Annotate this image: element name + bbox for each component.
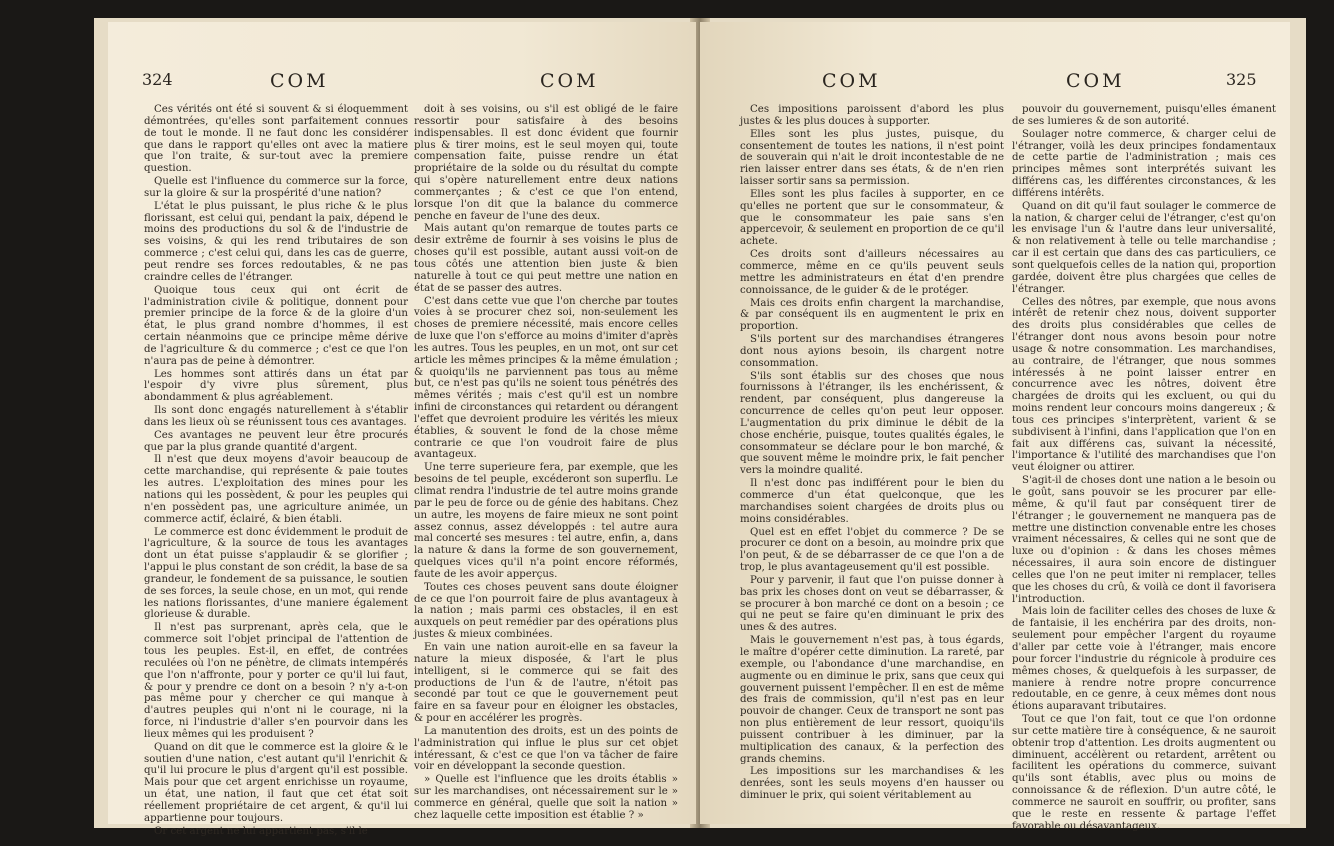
- paragraph: La manutention des droits, est un des points de l'administration qui influe le plus sur cet objet intéressant, & c'est ce que l'on va tâcher de faire voir en développant la seconde question.: [414, 725, 678, 773]
- paragraph: Les impositions sur les marchandises & les denrées, sont les seuls moyens d'en hausser ou diminuer le prix, qui soient véritablement au: [740, 766, 1004, 802]
- paragraph: Il n'est pas surprenant, après cela, que le commerce soit l'objet principal de l'attention de tous les peuples. Est-il, en effet, de contrées reculées où l'on ne pénètre, de climats intempérés que l'on n'affronte, pour y porter ce qu'il lui faut, & pour y prendre ce dont on a besoin ? n'y a-t-on pas même pour y chercher ce qui manque à d'autres peuples qui n'ont ni le courage, ni la force, ni l'industrie d'aller s'en pourvoir dans les lieux mêmes qui les produisent ?: [144, 622, 408, 740]
- right-column-2: [1012, 104, 1276, 832]
- paragraph: Il n'est que deux moyens d'avoir beaucoup de cette marchandise, qui représente & paie toutes les autres. L'exploitation des mines pour les nations qui les possèdent, & pour les peuples qui n'en possèdent pas, une agriculture animée, un commerce actif, éclairé, & bien établi.: [144, 454, 408, 525]
- paragraph: Le commerce est donc évidemment le produit de l'agriculture, & la source de tous les avantages dont un état puisse s'applaudir & se glorifier ; l'appui le plus constant de son crédit, la base de sa grandeur, le fondement de sa puissance, le soutien de ses forces, la seule chose, en un mot, qui rende les nations florissantes, d'une maniere également glorieuse & durable.: [144, 526, 408, 621]
- paragraph: Mais loin de faciliter celles des choses de luxe & de fantaisie, il les enchérira par des droits, non-seulement pour empêcher l'argent du royaume d'aller par cette voie à l'étranger, mais encore pour forcer l'industrie du régnicole à produire ces mêmes choses, & quelquefois à les surpasser, de maniere à rendre notre propre concurrence redoutable, en ce genre, à ceux mêmes dont nous étions auparavant tributaires.: [1012, 606, 1276, 713]
- paragraph: Celles des nôtres, par exemple, que nous avons intérêt de retenir chez nous, doivent supporter des droits plus considérables que celles de l'étranger dont nous avons besoin pour notre usage & notre consommation. Les marchandises, au contraire, de l'étranger, que nous sommes intéressés à ne point laisser entrer en concurrence avec les nôtres, doivent être chargées de droits qui les excluent, ou qui du moins rendent leur concours moins dangereux ; & tous ces principes s'interprètent, varient & se subdivisent à l'infini, dans l'application que l'on en fait aux différens cas, suivant la nécessité, l'importance & l'utilité des marchandises que l'on veut éloigner ou attirer.: [1012, 296, 1276, 474]
- right-running-head-1: COM: [822, 70, 881, 92]
- paragraph: doit à ses voisins, ou s'il est obligé de le faire ressortir pour satisfaire à des besoins indispensables. Il est donc évident que fournir plus & tirer moins, est le seul moyen qui, toute compensation faite, puisse rendre un état propriétaire de la solde ou du résultat du compte qui s'opère naturellement entre deux nations commerçantes ; & c'est ce que l'on entend, lorsque l'on dit que la balance du commerce penche en faveur de l'une des deux.: [414, 104, 678, 222]
- paragraph: Pour y parvenir, il faut que l'on puisse donner à bas prix les choses dont on veut se débarrasser, & se procurer à bon marché ce dont on a besoin ; ce qui ne peut se faire qu'en diminuant le prix des unes & des autres.: [740, 574, 1004, 634]
- paragraph: Une terre superieure fera, par exemple, que les besoins de tel peuple, excéderont son superflu. Le climat rendra l'industrie de tel autre moins grande par le peu de force ou de génie des habitans. Chez un autre, les moyens de faire mieux ne sont point assez connus, assez développés : tel autre aura mal concerté ses mesures : tel autre, enfin, a, dans la nature & dans la forme de son gouvernement, quelques vices qu'il n'a point encore réformés, faute de les avoir apperçus.: [414, 462, 678, 580]
- paragraph: Mais ces droits enfin chargent la marchandise, & par conséquent ils en augmentent le prix en proportion.: [740, 297, 1004, 333]
- paragraph: Quoique tous ceux qui ont écrit de l'administration civile & politique, donnent pour premier principe de la force & de la gloire d'un état, le plus grand nombre d'hommes, il est certain néanmoins que ce principe même dérive de l'agriculture & du commerce ; c'est ce que l'on n'aura pas de peine à démontrer.: [144, 284, 408, 367]
- paragraph: Elles sont les plus faciles à supporter, en ce qu'elles ne portent que sur le consommateur, & que le consommateur les paie sans s'en appercevoir, & seulement en proportion de ce qu'il achete.: [740, 188, 1004, 248]
- left-column-1: [144, 104, 408, 837]
- right-page: [700, 22, 1290, 832]
- right-running-head-2: COM: [1066, 70, 1125, 92]
- right-column-1: [740, 104, 1004, 802]
- paragraph: Quelle est l'influence du commerce sur la force, sur la gloire & sur la prospérité d'une nation?: [144, 176, 408, 199]
- left-column-2: [414, 104, 678, 822]
- paragraph: Quand on dit que le commerce est la gloire & le soutien d'une nation, c'est autant qu'il l'enrichit & qu'il lui procure le plus d'argent qu'il est possible. Mais pour que cet argent enrichisse un royaume, un état, une nation, il faut que cet état soit réellement propriétaire de cet argent, & qu'il lui appartienne pour toujours.: [144, 741, 408, 824]
- paragraph: Ces vérités ont été si souvent & si éloquemment démontrées, qu'elles sont parfaitement connues de tout le monde. Il ne faut donc les considérer que dans le rapport qu'elles ont avec la matiere que l'on traite, & sur-tout avec la premiere question.: [144, 104, 408, 175]
- paragraph: S'ils sont établis sur des choses que nous fournissons à l'étranger, ils les enchérissent, & rendent, par conséquent, plus dangereuse la concurrence de celles qu'on peut leur opposer. L'augmentation du prix diminue le débit de la chose enchérie, puisque, toutes qualités égales, le consommateur se déclare pour le bon marché, & que souvent même le moindre prix, le fait pencher vers la moindre qualité.: [740, 370, 1004, 477]
- paragraph: S'ils portent sur des marchandises étrangeres dont nous ayions besoin, ils chargent notre consommation.: [740, 334, 1004, 369]
- paragraph: Quand on dit qu'il faut soulager le commerce de la nation, & charger celui de l'étranger, c'est qu'on les envisage l'un & l'autre dans leur universalité, & non relativement à telle ou telle marchandise ; car il est certain que dans des cas particuliers, ce sont quelquefois celles de la nation qui, proportion gardée, doivent être plus chargées que celles de l'étranger.: [1012, 200, 1276, 295]
- paragraph: Ils sont donc engagés naturellement à s'établir dans les lieux où se réunissent tous ces avantages.: [144, 405, 408, 428]
- paragraph: Or cet argent ne lui appartient pas, s'il le: [154, 825, 368, 837]
- paragraph: Mais autant qu'on remarque de toutes parts ce desir extrême de fournir à ses voisins le plus de choses qu'il est possible, autant aussi voit-on de tous côtés une attention bien juste & bien naturelle à tout ce qui peut mettre une nation en état de se passer des autres.: [414, 223, 678, 294]
- paragraph: Toutes ces choses peuvent sans doute éloigner de ce que l'on pourroit faire de plus avantageux à la nation ; mais parmi ces obstacles, il en est auxquels on peut remédier par des opérations plus justes & mieux combinées.: [414, 581, 678, 641]
- left-running-head-2: COM: [540, 70, 599, 92]
- paragraph: Ces droits sont d'ailleurs nécessaires au commerce, même en ce qu'ils peuvent seuls mettre les administrateurs en état d'en prendre connoissance, de le guider & de le protéger.: [740, 249, 1004, 296]
- paragraph: C'est dans cette vue que l'on cherche par toutes voies à se procurer chez soi, non-seulement les choses de premiere nécessité, mais encore celles de luxe que l'on s'efforce au moins d'imiter d'après les autres. Tous les peuples, en un mot, ont sur cet article les mêmes principes & la même émulation ; & quoiqu'ils ne parviennent pas tous au même but, ce n'est pas qu'ils ne soient tous pénétrés des mêmes vérités ; mais c'est qu'il est un nombre infini de circonstances qui retardent ou dérangent l'effet que devroient produire les vérités les mieux établies, & souvent le fond de la chose même contrarie ce que l'on voudroit faire de plus avantageux.: [414, 295, 678, 461]
- left-running-head-1: COM: [270, 70, 329, 92]
- paragraph: L'état le plus puissant, le plus riche & le plus florissant, est celui qui, pendant la paix, dépend le moins des productions du sol & de l'industrie de ses voisins, & qui les rend tributaires de son commerce ; c'est celui qui, dans les cas de guerre, peut rendre ses forces redoutables, & ne pas craindre celles de l'étranger.: [144, 200, 408, 283]
- paragraph: Mais le gouvernement n'est pas, à tous égards, le maître d'opérer cette diminution. La rareté, par exemple, ou l'abondance d'une marchandise, en augmente ou en diminue le prix, sans que ceux qui gouvernent puissent l'empêcher. Il en est de même des frais de commission, qu'il n'est pas en leur pouvoir de changer. Ceux de transport ne sont pas non plus entièrement de leur ressort, quoiqu'ils puissent contribuer à les diminuer, par la multiplication des canaux, & la perfection des grands chemins.: [740, 635, 1004, 765]
- paragraph: Soulager notre commerce, & charger celui de l'étranger, voilà les deux principes fondamentaux de cette partie de l'administration ; mais ces principes mêmes sont interprétés suivant les différens cas, les différentes circonstances, & les différens intérêts.: [1012, 128, 1276, 199]
- paragraph: pouvoir du gouvernement, puisqu'elles émanent de ses lumieres & de son autorité.: [1012, 104, 1276, 127]
- paragraph: Ces impositions paroissent d'abord les plus justes & les plus douces à supporter.: [740, 104, 1004, 127]
- open-book: [94, 18, 1306, 837]
- right-page-number: 325: [1226, 70, 1257, 89]
- paragraph: Elles sont les plus justes, puisque, du consentement de toutes les nations, il n'est point de souverain qui n'ait le droit incontestable de ne rien laisser entrer dans ses états, & de n'en rien laisser sortir sans sa permission.: [740, 128, 1004, 188]
- paragraph: En vain une nation auroit-elle en sa faveur la nature la mieux disposée, & l'art le plus intelligent, si le commerce qui se fait des productions de l'un & de l'autre, n'étoit pas secondé par tout ce que le gouvernement peut faire en sa faveur pour en éloigner les obstacles, & pour en accélérer les progrès.: [414, 641, 678, 725]
- paragraph: Ces avantages ne peuvent leur être procurés que par la plus grande quantité d'argent.: [144, 429, 408, 453]
- paragraph: Les hommes sont attirés dans un état par l'espoir d'y vivre plus sûrement, plus abondamment & plus agréablement.: [144, 368, 408, 404]
- left-page: [108, 22, 696, 837]
- paragraph: S'agit-il de choses dont une nation a le besoin ou le goût, sans pouvoir se les procurer par elle-même, & qu'il faut par conséquent tirer de l'étranger ; le gouvernement ne manquera pas de mettre une distinction convenable entre les choses vraiment nécessaires, & celles qui ne sont que de luxe ou d'opinion : & dans les choses mêmes nécessaires, il aura soin encore de distinguer celles que l'on ne peut imiter ni remplacer, telles que les choses du crû, & voilà ce dont il favorisera l'introduction.: [1012, 475, 1276, 605]
- paragraph: Quel est en effet l'objet du commerce ? De se procurer ce dont on a besoin, au moindre prix que l'on peut, & de se débarrasser de ce que l'on a de trop, le plus avantageusement qu'il est possible.: [740, 526, 1004, 574]
- paragraph: Il n'est donc pas indifférent pour le bien du commerce d'un état quelconque, que les marchandises soient chargées de droits plus ou moins considérables.: [740, 478, 1004, 525]
- paragraph: Tout ce que l'on fait, tout ce que l'on ordonne sur cette matière tire à conséquence, & ne sauroit obtenir trop d'attention. Les droits augmentent ou diminuent, accélèrent ou retardent, arrêtent ou facilitent les opérations du commerce, suivant qu'ils sont établis, avec plus ou moins de connoissance & de réflexion. D'un autre côté, le commerce ne sauroit en souffrir, ou profiter, sans que le reste en ressente & partage l'effet favorable ou désavantageux.: [1012, 714, 1276, 832]
- paragraph: » Quelle est l'influence que les droits établis » sur les marchandises, ont nécessairement sur le » commerce en général, quelle que soit la nation » chez laquelle cette imposition est établie ? »: [414, 774, 678, 821]
- left-page-number: 324: [142, 70, 173, 89]
